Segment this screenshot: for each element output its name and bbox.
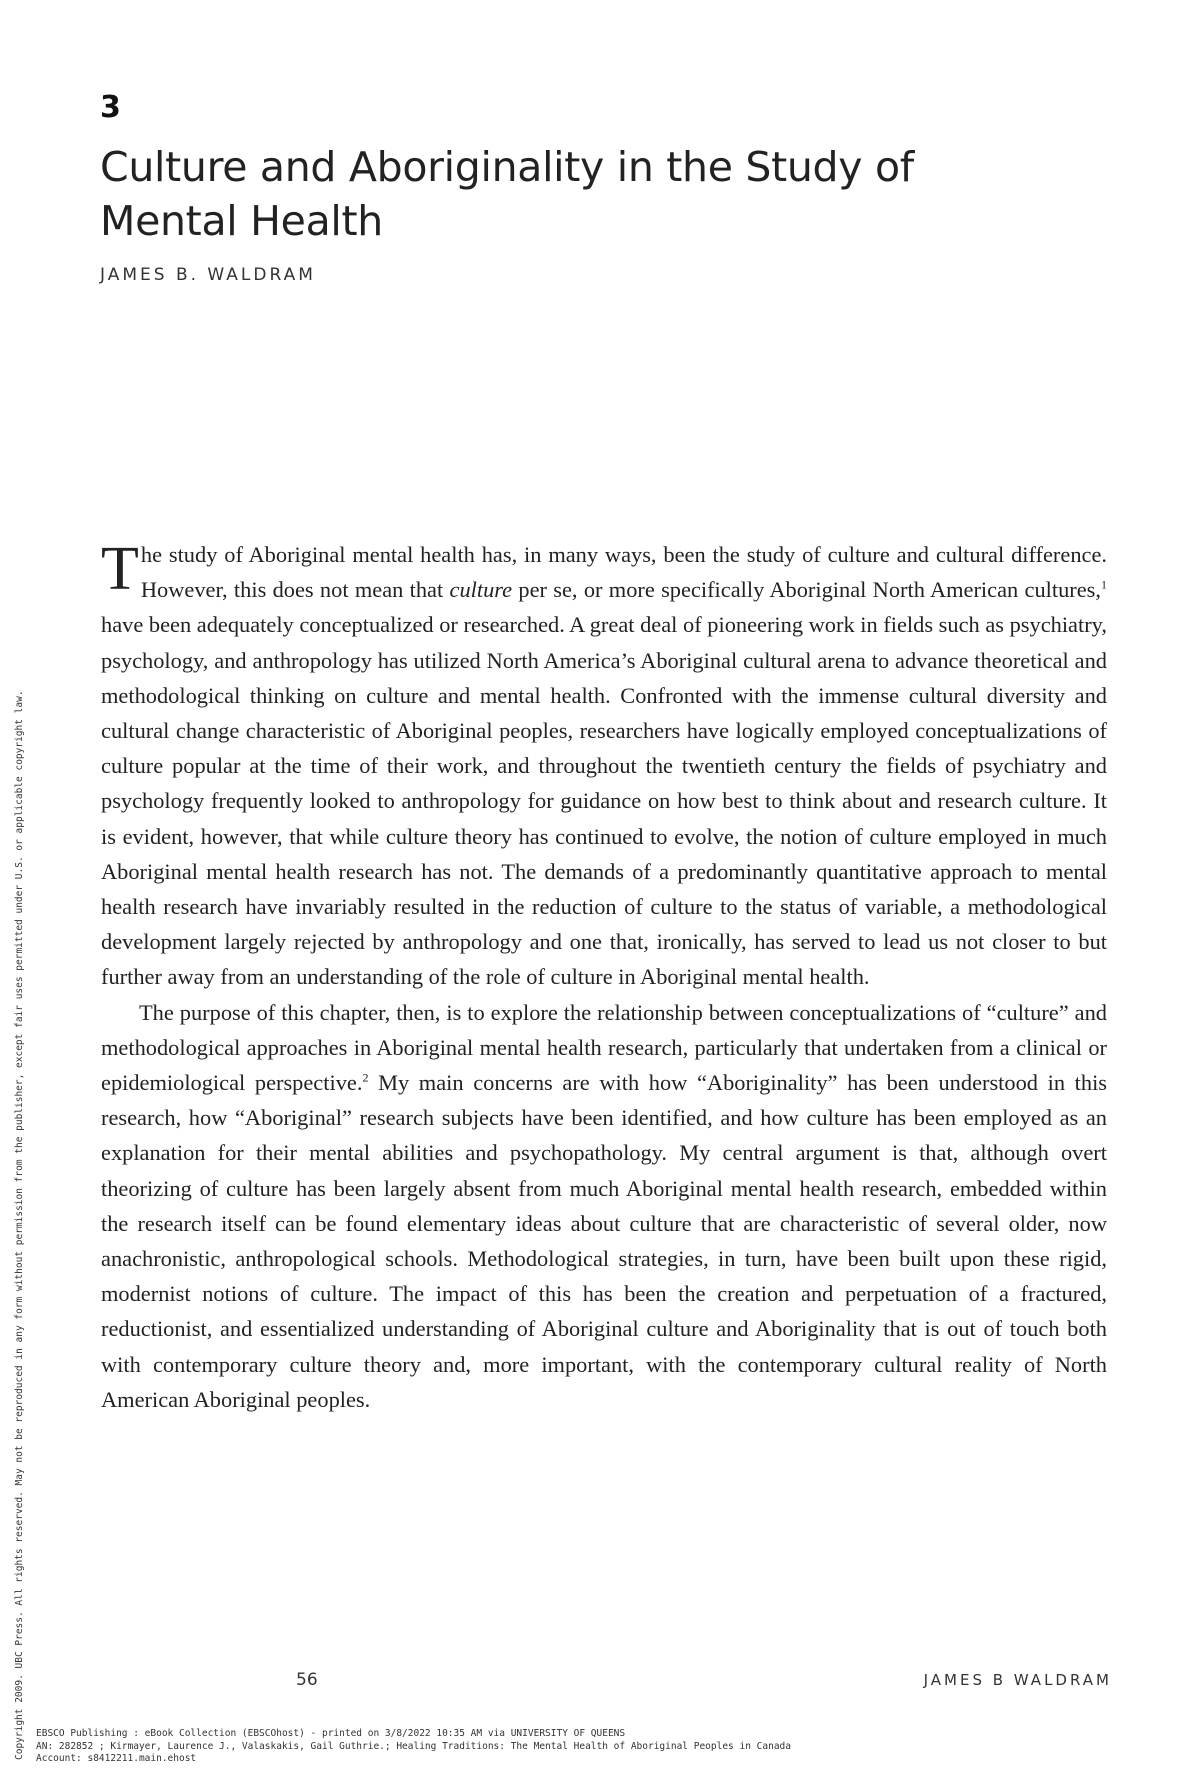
paragraph-1-text: The study of Aboriginal mental health has, in many ways, been the study of culture and cultural difference. However, this does not mean that: [101, 535, 1107, 603]
footnote-ref-1[interactable]: 1: [1101, 577, 1107, 592]
author-name: JAMES B. WALDRAM: [100, 265, 316, 285]
paragraph-1-text-continued: per se, or more specifically Aboriginal North American cultures,: [512, 577, 1101, 603]
chapter-body: [101, 537, 1107, 1417]
paragraph-2-text: The purpose of this chapter, then, is to explore the relationship between conceptualizations of “culture” and methodological approaches in Aboriginal mental health research, particularly that undertaken from a clinical or epidemiological perspective.: [101, 999, 1107, 1096]
chapter-title: Culture and Aboriginality in the Study of Mental Health: [100, 143, 914, 245]
database-notice: EBSCO Publishing : eBook Collection (EBSCOhost) - printed on 3/8/2022 10:35 AM via UNIVERSITY OF QUEENS AN: 282852 ; Kirmayer, Laurence J., Valaskakis, Gail Guthrie.; Healing Traditions: The Mental Health of Aboriginal Peoples in Canada Account: s8412211.main.ehost: [36, 1728, 791, 1764]
page-number: 56: [296, 1670, 318, 1690]
chapter-number: 3: [100, 90, 121, 125]
paragraph-1: [101, 537, 1107, 995]
italic-culture: culture: [449, 577, 513, 603]
paragraph-2: [101, 995, 1107, 1417]
running-head: JAMES B WALDRAM: [923, 1671, 1112, 1689]
copyright-margin-notice: Copyright 2009. UBC Press. All rights reserved. May not be reproduced in any form without permission from the publisher, except fair uses permitted under U.S. or applicable copyright law.: [14, 690, 25, 1760]
paragraph-2-text-end: My main concerns are with how “Aboriginality” has been understood in this research, how “Aboriginal” research subjects have been identified, and how culture has been employed as an explanation for their mental abilities and psychopathology. My central argument is that, although overt theorizing of culture has been largely absent from much Aboriginal mental health research, embedded within the research itself can be found elementary ideas about culture that are characteristic of several older, now anachronistic, anthropological schools. Methodological strategies, in turn, have been built upon these rigid, modernist notions of culture. The impact of this has been the creation and perpetuation of a fractured, reductionist, and essentialized understanding of Aboriginal culture and Aboriginality that is out of touch both with contemporary culture theory and, more important, with the contemporary cultural reality of North American Aboriginal peoples.: [101, 1070, 1108, 1412]
paragraph-1-text-end: have been adequately conceptualized or researched. A great deal of pioneering work in fields such as psychiatry, psychology, and anthropology has utilized North America’s Aboriginal cultural arena to advance theoretical and methodological thinking on culture and mental health. Confronted with the immense cultural diversity and cultural change characteristic of Aboriginal peoples, researchers have logically employed conceptualizations of culture popular at the time of their work, and throughout the twentieth century the fields of psychiatry and psychology frequently looked to anthropology for guidance on how best to think about and research culture. It is evident, however, that while culture theory has continued to evolve, the notion of culture employed in much Aboriginal mental health research has not. The demands of a predominantly quantitative approach to mental health research have invariably resulted in the reduction of culture to the status of variable, a methodological development largely rejected by anthropology and one that, ironically, has served to lead us not closer to but further away from an understanding of the role of culture in Aboriginal mental health.: [101, 612, 1107, 990]
footnote-ref-2[interactable]: 2: [362, 1070, 369, 1085]
